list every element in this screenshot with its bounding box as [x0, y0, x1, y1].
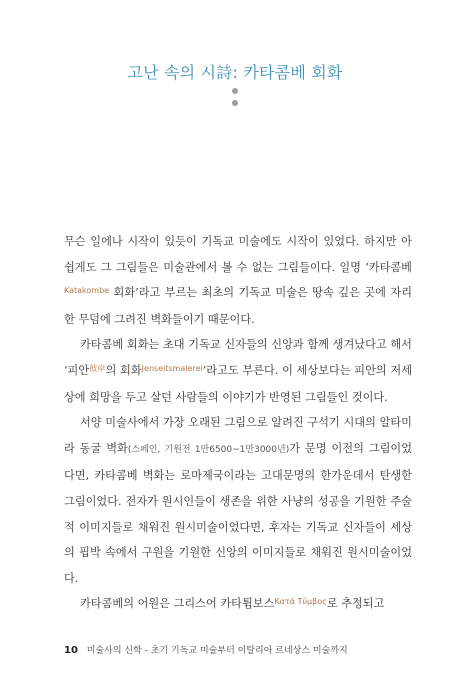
paragraph-4: [64, 591, 412, 618]
paragraph-1-text-b: 회화’라고 부르는 최초의 기독교 미술은 땅속 깊은 곳에 자리한 무덤에 그려진 벽화들이기 때문이다.: [64, 286, 412, 326]
ornament-dots: [227, 88, 243, 112]
paragraph-3: [64, 410, 412, 591]
paragraph-1: [64, 229, 412, 332]
paragraph-3-text-b: 가 문명 이전의 그림이었다면, 카타콤베 벽화는 로마제국이라는 고대문명의 한가운데서 탄생한 그림이었다. 전자가 원시인들이 생존을 위한 사냥의 성공을 기원한 주술적 이미지들로 채워진 원시미술이었다면, 후자는 기독교 신자들이 세상의 핍박 속에서 구원을 기원한 신앙의 이미지들로 채워진 원시미술이었다.: [64, 441, 413, 585]
annotation-jenseitsmalerei: Jenseitsmalerei: [141, 363, 203, 373]
page-footer: [64, 643, 348, 656]
paragraph-2-text-c: ’라고도 부른다. 이 세상보다는 피안의 저세상에 희망을 두고 살던 사람들의 이야기가 반영된 그림들인 것이다.: [64, 363, 412, 404]
paragraph-1-text-a: 무슨 일에나 시작이 있듯이 기독교 미술에도 시작이 있었다. 하지만 아쉽게도 그 그림들은 미술관에서 볼 수 없는 그림들이다. 일명 ‘카타콤베: [64, 235, 412, 274]
body-text: [64, 229, 412, 618]
annotation-katakombe: Katakombe: [64, 286, 110, 296]
running-title: 미술사의 신학 - 초기 기독교 미술부터 이탈리아 르네상스 미술까지: [86, 646, 348, 656]
paragraph-2-text-a: 카타콤베 회화는 초대 기독교 신자들의 신앙과 함께 생겨났다고 해서 ‘피안: [64, 338, 412, 377]
paragraph-4-text-a: 카타콤베의 어원은 그리스어 카타튐보스: [80, 597, 275, 611]
paragraph-4-text-b: 로 추정되고: [326, 597, 385, 611]
paragraph-2: [64, 332, 412, 410]
paragraph-3-aside: (스페인, 기원전 1만6500~1만3000년): [127, 444, 290, 455]
chapter-title: 고난 속의 시詩: 카타콤베 회화: [127, 63, 343, 82]
annotation-hanja: 彼岸: [89, 363, 106, 373]
annotation-greek: Κατά Τύμβος: [274, 597, 327, 607]
page-number: 10: [64, 645, 78, 656]
paragraph-2-text-b: 의 회화: [105, 363, 142, 377]
ornament-dot-bottom: [232, 100, 238, 106]
ornament-dot-top: [232, 88, 238, 94]
paragraph-3-text-a: 서양 미술사에서 가장 오래된 그림으로 알려진 구석기 시대의 알타미라 동굴 벽화: [64, 416, 412, 455]
